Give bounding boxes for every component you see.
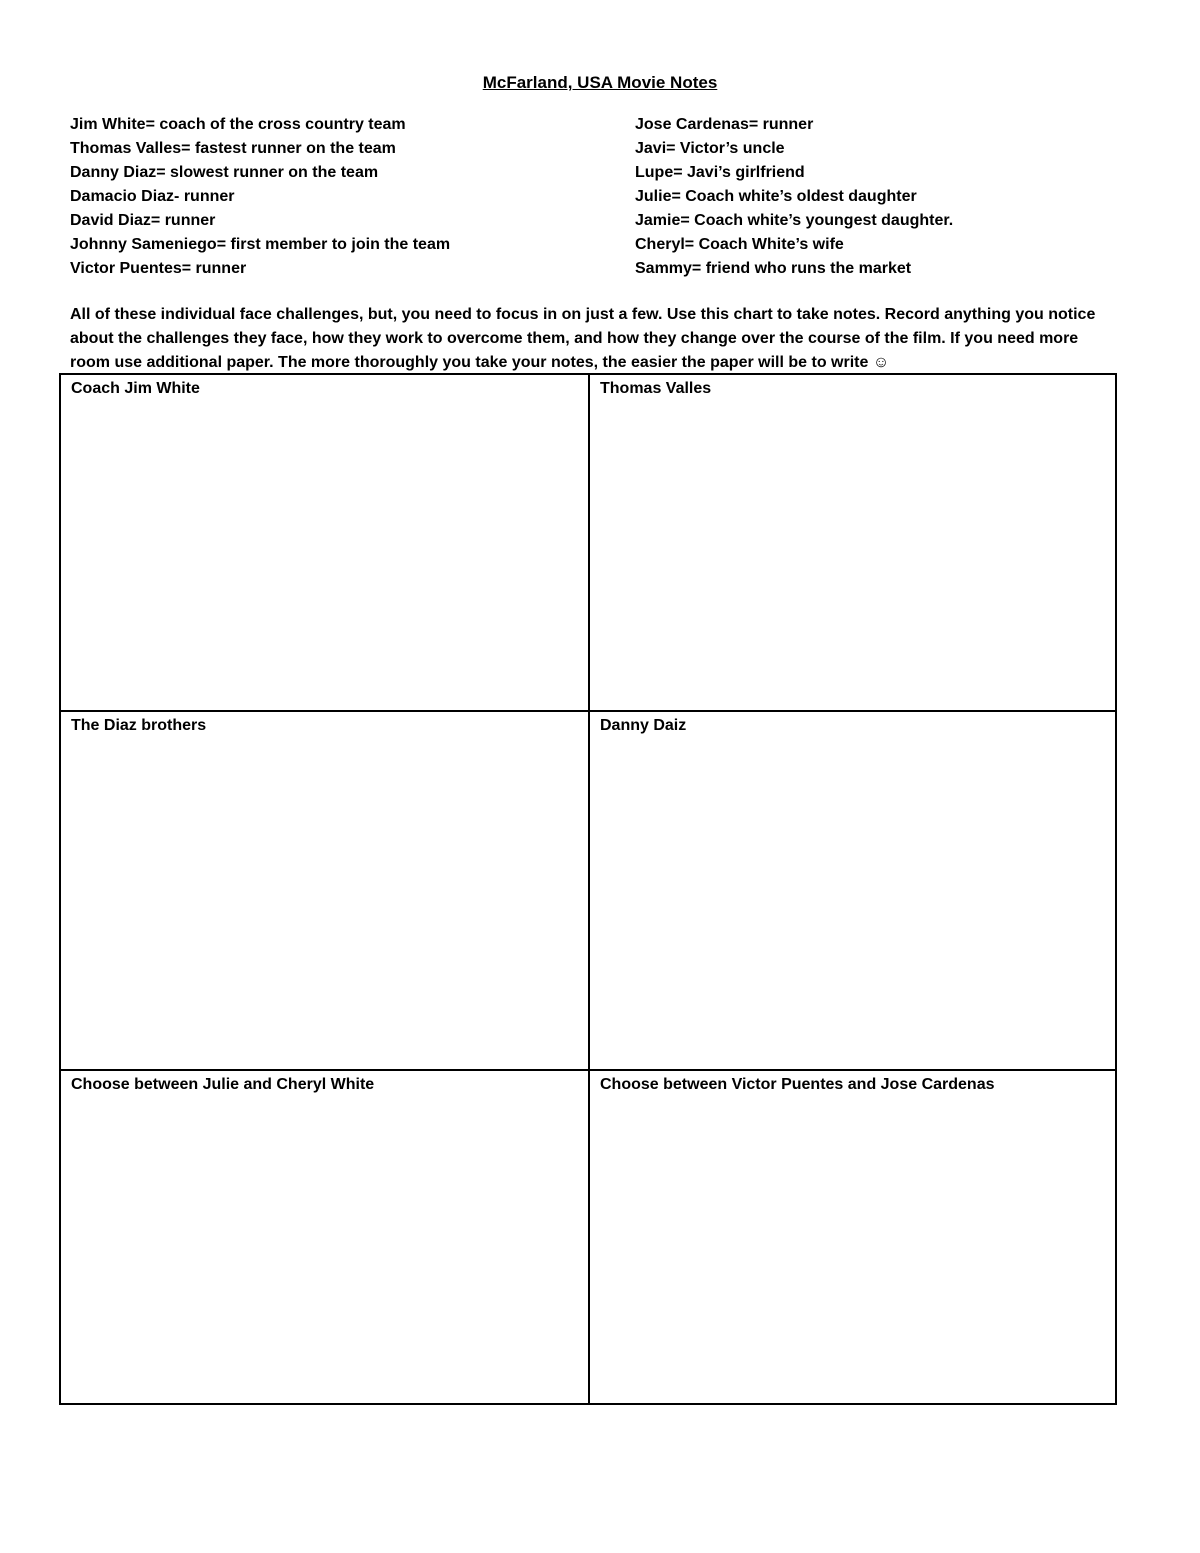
notes-chart [59, 373, 1117, 1405]
character-entry: Johnny Sameniego= first member to join the team [70, 236, 451, 253]
character-list-left [70, 113, 610, 281]
character-entry: Jamie= Coach white’s youngest daughter. [635, 212, 954, 229]
character-list-right [635, 113, 1155, 281]
notes-cell-thomas-valles[interactable] [590, 375, 1115, 712]
instructions-paragraph: All of these individual face challenges, but, you need to focus in on just a few. Use this chart to take notes. Record anything you notice about the challenges they face, how they work to overcome them, and how they change over the course of the film. If you need more room use additional paper. The more thoroughly you take your notes, the easier the paper will be to write ☺ [70, 306, 1096, 371]
character-entry: Cheryl= Coach White’s wife [635, 236, 844, 253]
notes-cell-julie-or-cheryl[interactable] [61, 1071, 590, 1403]
notes-cell-heading: Danny Daiz [600, 717, 687, 734]
notes-cell-heading: Thomas Valles [600, 380, 712, 397]
character-entry: Thomas Valles= fastest runner on the team [70, 140, 396, 157]
character-entry: Damacio Diaz- runner [70, 188, 235, 205]
character-entry: Javi= Victor’s uncle [635, 140, 785, 157]
notes-cell-victor-or-jose[interactable] [590, 1071, 1115, 1403]
notes-cell-heading: Choose between Victor Puentes and Jose Cardenas [600, 1076, 995, 1093]
character-entry: Lupe= Javi’s girlfriend [635, 164, 805, 181]
document-title: McFarland, USA Movie Notes [482, 73, 718, 92]
notes-cell-diaz-brothers[interactable] [61, 712, 590, 1071]
character-entry: Victor Puentes= runner [70, 260, 247, 277]
notes-cell-heading: Choose between Julie and Cheryl White [71, 1076, 375, 1093]
notes-cell-heading: The Diaz brothers [71, 717, 207, 734]
notes-cell-coach-jim-white[interactable] [61, 375, 590, 712]
character-entry: Jose Cardenas= runner [635, 116, 814, 133]
notes-cell-danny-daiz[interactable] [590, 712, 1115, 1071]
notes-cell-heading: Coach Jim White [71, 380, 200, 397]
character-entry: David Diaz= runner [70, 212, 216, 229]
character-entry: Julie= Coach white’s oldest daughter [635, 188, 917, 205]
character-entry: Danny Diaz= slowest runner on the team [70, 164, 379, 181]
character-entry: Sammy= friend who runs the market [635, 260, 912, 277]
character-entry: Jim White= coach of the cross country team [70, 116, 406, 133]
